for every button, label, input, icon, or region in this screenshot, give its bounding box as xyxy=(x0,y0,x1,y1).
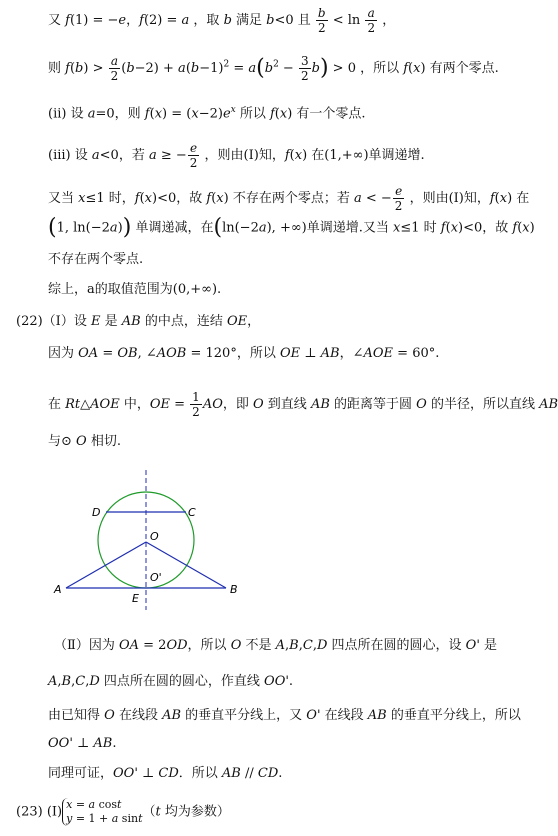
line-1: 又 f(1) = −e，f(2) = a ，取 b 满足 b<0 且 $\frac{b}{2}$ < ln $\frac{a}{2}$ ， xyxy=(48,6,396,35)
line-3: (ii) 设 a=0，则 $f(x) = (x-2)e^x$ 所以 f(x) 有一个零点. xyxy=(48,105,366,122)
line-12: 与⊙ O 相切. xyxy=(48,434,121,449)
line-15: 由已知得 O 在线段 AB 的垂直平分线上，又 O' 在线段 AB 的垂直平分线上，所以 xyxy=(48,708,521,723)
label-d: D xyxy=(92,506,101,519)
label-b: B xyxy=(230,583,238,596)
label-a: A xyxy=(54,583,62,596)
line-17: 同理可证，OO' ⊥ CD．所以 AB // CD. xyxy=(48,766,283,781)
geometry-figure xyxy=(48,462,258,612)
line-2: 则 f(b) > $\frac{a}{2}$ $(b-2) + a(b-1)^2 = a(b^2$ − $\frac{3}{2}$ b) > 0 ，所以 f(x) 有两个零点. xyxy=(48,54,499,83)
label-e: E xyxy=(132,592,139,605)
label-o: O xyxy=(150,530,159,543)
line-8: 综上，a的取值范围为(0,+∞). xyxy=(48,282,222,297)
line-5: 又当 x≤1 时，f(x)<0，故 f(x) 不存在两个零点；若 a < − $\frac{e}{2}$ ，则由(I)知，f(x) 在 xyxy=(48,184,530,213)
label-c: C xyxy=(188,506,196,519)
line-16: OO' ⊥ AB. xyxy=(48,736,117,751)
line-4: (iii) 设 a<0，若 a ≥ − $\frac{e}{2}$ ，则由(I)知，f(x) 在(1,+∞)单调递增. xyxy=(48,141,425,170)
segment-ao xyxy=(66,542,146,588)
line-6: (1, ln(−2a)) 单调递减，在(ln(−2a), +∞)单调递增.又当 x≤1 时 f(x)<0，故 f(x) xyxy=(48,215,535,240)
line-10: 因为 OA = OB, ∠AOB = 120°，所以 OE ⊥ AB，∠AOE = 60°. xyxy=(48,346,440,361)
line-9: (22)（Ⅰ）设 E 是 AB 的中点，连结 OE， xyxy=(16,314,261,329)
line-13: （Ⅱ）因为 OA = 2OD，所以 O 不是 A,B,C,D 四点所在圆的圆心，设 O' 是 xyxy=(54,638,498,653)
line-18: (23) (I) x = a cost y = 1 + a sint（t 均为参数） xyxy=(16,798,230,825)
line-11: 在 Rt△AOE 中，OE = $\frac{1}{2}$ AO，即 O 到直线 AB 的距离等于圆 O 的半径，所以直线 AB xyxy=(48,390,558,419)
label-o-prime: O' xyxy=(150,571,162,584)
line-14: A,B,C,D 四点所在圆的圆心，作直线 OO'. xyxy=(48,674,294,689)
line-7: 不存在两个零点. xyxy=(48,252,144,267)
